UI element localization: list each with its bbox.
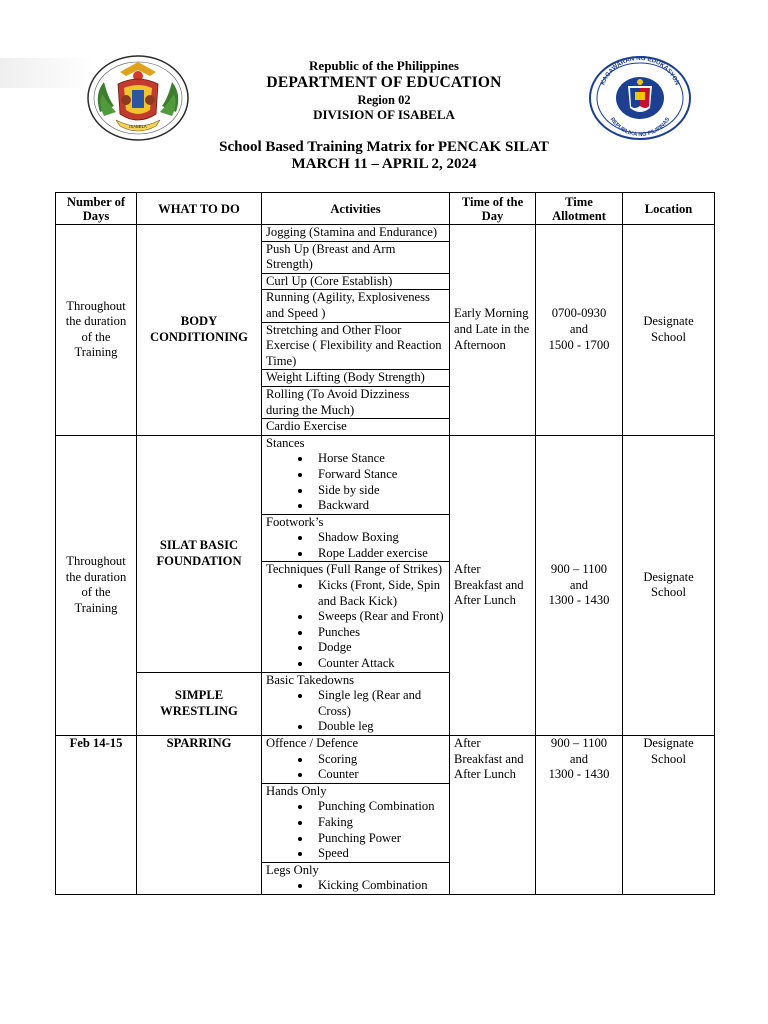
location-cell: Designate School xyxy=(623,225,715,436)
what-cell: SILAT BASIC FOUNDATION xyxy=(137,435,262,672)
list-item: • Single leg (Rear and Cross) xyxy=(312,688,445,719)
bullet-list xyxy=(266,878,445,894)
list-item: • Speed xyxy=(312,846,445,862)
activity-cell-hands xyxy=(262,783,450,862)
time-of-day-cell: Early Morning and Late in the Afternoon xyxy=(450,225,536,436)
list-item: • Punches xyxy=(312,625,445,641)
bullet-list xyxy=(266,451,445,513)
header-time-allotment: Time Allotment xyxy=(536,193,623,225)
activity-cell: Push Up (Breast and Arm Strength) xyxy=(262,241,450,273)
what-cell: BODY CONDITIONING xyxy=(137,225,262,436)
activity-cell: Jogging (Stamina and Endurance) xyxy=(262,225,450,242)
activity-title: Techniques (Full Range of Strikes) xyxy=(266,562,443,577)
days-cell: Feb 14-15 xyxy=(56,736,137,895)
list-item: • Kicks (Front, Side, Spin and Back Kick) xyxy=(312,578,445,609)
activity-cell-footwork xyxy=(262,514,450,562)
table-row xyxy=(56,225,715,242)
bullet-list xyxy=(266,752,445,783)
activity-title: Footwork’s xyxy=(266,514,324,529)
days-cell: Throughout the duration of the Training xyxy=(56,225,137,436)
list-item: • Side by side xyxy=(312,483,445,499)
activity-cell-takedowns xyxy=(262,672,450,735)
activity-title: Hands Only xyxy=(266,783,327,798)
deped-seal-logo xyxy=(588,56,692,140)
list-item: • Dodge xyxy=(312,640,445,656)
list-item: • Backward xyxy=(312,498,445,514)
list-item: • Kicking Combination xyxy=(312,878,445,894)
activity-cell-techniques xyxy=(262,562,450,672)
list-item: • Forward Stance xyxy=(312,467,445,483)
activity-cell: Curl Up (Core Establish) xyxy=(262,273,450,290)
list-item: • Counter xyxy=(312,767,445,783)
activity-title: Offence / Defence xyxy=(266,736,359,750)
header-location: Location xyxy=(623,193,715,225)
activity-title: Legs Only xyxy=(266,862,319,877)
time-allotment-cell: 900 – 1100 and 1300 - 1430 xyxy=(536,736,623,895)
document-date-range: MARCH 11 – APRIL 2, 2024 xyxy=(291,156,477,172)
list-item: • Punching Power xyxy=(312,831,445,847)
time-allotment-cell: 900 – 1100 and 1300 - 1430 xyxy=(536,435,623,735)
table-row xyxy=(56,736,715,784)
header-republic: Republic of the Philippines xyxy=(309,58,459,73)
location-cell: Designate School xyxy=(623,435,715,735)
header-division: DIVISION OF ISABELA xyxy=(313,107,455,122)
list-item: • Shadow Boxing xyxy=(312,530,445,546)
list-item: • Rope Ladder exercise xyxy=(312,546,445,562)
list-item: • Punching Combination xyxy=(312,799,445,815)
list-item: • Double leg xyxy=(312,719,445,735)
activity-cell-legs xyxy=(262,862,450,894)
list-item: • Scoring xyxy=(312,752,445,768)
header-what-to-do: WHAT TO DO xyxy=(137,193,262,225)
training-matrix-table xyxy=(55,192,715,895)
list-item: • Faking xyxy=(312,815,445,831)
activity-cell: Stretching and Other Floor Exercise ( Flexibility and Reaction Time) xyxy=(262,322,450,370)
activity-cell: Rolling (To Avoid Dizziness during the Much) xyxy=(262,386,450,418)
svg-text:ISABELA: ISABELA xyxy=(129,124,147,129)
list-item: • Counter Attack xyxy=(312,656,445,672)
svg-text:REPUBLIKA NG PILIPINAS: REPUBLIKA NG PILIPINAS xyxy=(608,116,672,139)
bullet-list xyxy=(266,578,445,672)
header-department: DEPARTMENT OF EDUCATION xyxy=(266,74,502,91)
svg-text:KAGAWARAN NG EDUKASYON: KAGAWARAN NG EDUKASYON xyxy=(599,56,681,87)
list-item: • Sweeps (Rear and Front) xyxy=(312,609,445,625)
list-item: • Horse Stance xyxy=(312,451,445,467)
header-region: Region 02 xyxy=(357,93,411,107)
bullet-list xyxy=(266,688,445,735)
location-cell: Designate School xyxy=(623,736,715,895)
document-title: School Based Training Matrix for PENCAK SILAT xyxy=(219,139,549,155)
activity-title: Basic Takedowns xyxy=(266,672,355,687)
table-header-row xyxy=(56,193,715,225)
what-cell: SIMPLE WRESTLING xyxy=(137,672,262,735)
header-time-of-day: Time of the Day xyxy=(450,193,536,225)
header-activities: Activities xyxy=(262,193,450,225)
time-of-day-cell: After Breakfast and After Lunch xyxy=(450,435,536,735)
activity-cell: Cardio Exercise xyxy=(262,419,450,436)
table-row xyxy=(56,435,715,514)
days-cell: Throughout the duration of the Training xyxy=(56,435,137,735)
what-cell: SPARRING xyxy=(137,736,262,895)
activity-cell: Running (Agility, Explosiveness and Speed ) xyxy=(262,290,450,322)
activity-title: Stances xyxy=(266,435,305,450)
time-of-day-cell: After Breakfast and After Lunch xyxy=(450,736,536,895)
activity-cell-stances xyxy=(262,435,450,514)
activity-cell: Weight Lifting (Body Strength) xyxy=(262,370,450,387)
time-allotment-cell: 0700-0930 and 1500 - 1700 xyxy=(536,225,623,436)
activity-cell-offence xyxy=(262,736,450,784)
bullet-list xyxy=(266,530,445,561)
header-number-of-days: Number of Days xyxy=(56,193,137,225)
bullet-list xyxy=(266,799,445,861)
